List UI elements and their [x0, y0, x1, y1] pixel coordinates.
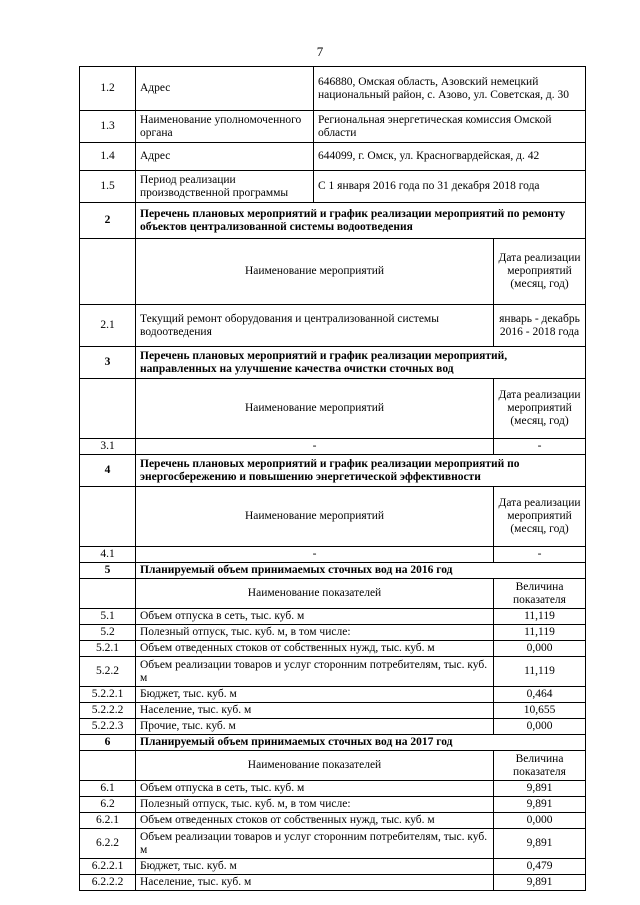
row-label: Период реализации производственной программы — [136, 171, 314, 203]
row-number: 5.2.2.1 — [80, 687, 136, 703]
row-name: - — [136, 547, 494, 563]
row-value: 11,119 — [494, 657, 586, 687]
row-value: С 1 января 2016 года по 31 декабря 2018 года — [314, 171, 586, 203]
row-name: Объем отведенных стоков от собственных нужд, тыс. куб. м — [136, 641, 494, 657]
column-header-name: Наименование мероприятий — [136, 239, 494, 305]
table-row — [80, 111, 586, 143]
row-number: 6.2 — [80, 797, 136, 813]
row-number: 1.5 — [80, 171, 136, 203]
table-row — [80, 859, 586, 875]
section-header — [80, 347, 586, 379]
blank-cell — [80, 239, 136, 305]
section-title: Перечень плановых мероприятий и график реализации мероприятий по энергосбережению и повышению энергетической эффективности — [136, 455, 586, 487]
row-value: 0,479 — [494, 859, 586, 875]
section-title: Перечень плановых мероприятий и график реализации мероприятий по ремонту объектов централизованной системы водоотведения — [136, 203, 586, 239]
column-header-date: Дата реализации мероприятий (месяц, год) — [494, 239, 586, 305]
table-row — [80, 657, 586, 687]
row-number: 5.2.2.3 — [80, 719, 136, 735]
table-row — [80, 547, 586, 563]
table-row — [80, 719, 586, 735]
row-name: Объем отпуска в сеть, тыс. куб. м — [136, 609, 494, 625]
row-name: Объем отведенных стоков от собственных нужд, тыс. куб. м — [136, 813, 494, 829]
row-name: Объем реализации товаров и услуг сторонним потребителям, тыс. куб. м — [136, 657, 494, 687]
table-row — [80, 641, 586, 657]
row-name: Текущий ремонт оборудования и централизованной системы водоотведения — [136, 305, 494, 347]
row-name: Полезный отпуск, тыс. куб. м, в том числе: — [136, 797, 494, 813]
column-header-value: Величина показателя — [494, 751, 586, 781]
table-row — [80, 143, 586, 171]
column-header-name: Наименование мероприятий — [136, 379, 494, 439]
row-number: 3.1 — [80, 439, 136, 455]
row-number: 1.2 — [80, 67, 136, 111]
row-value: 9,891 — [494, 829, 586, 859]
row-value: 0,000 — [494, 641, 586, 657]
table-row — [80, 439, 586, 455]
section-header — [80, 203, 586, 239]
row-label: Адрес — [136, 143, 314, 171]
table-row — [80, 305, 586, 347]
row-number: 5.1 — [80, 609, 136, 625]
row-value: 644099, г. Омск, ул. Красногвардейская, д. 42 — [314, 143, 586, 171]
row-name: - — [136, 439, 494, 455]
row-number: 1.3 — [80, 111, 136, 143]
row-number: 5.2.1 — [80, 641, 136, 657]
row-number: 5.2.2.2 — [80, 703, 136, 719]
table-row — [80, 703, 586, 719]
column-header-row — [80, 379, 586, 439]
row-number: 6.2.2.2 — [80, 875, 136, 891]
column-header-row — [80, 487, 586, 547]
row-number: 2.1 — [80, 305, 136, 347]
row-label: Наименование уполномоченного органа — [136, 111, 314, 143]
section-header — [80, 735, 586, 751]
program-table — [79, 66, 586, 891]
row-date: январь - декабрь 2016 - 2018 года — [494, 305, 586, 347]
blank-cell — [80, 487, 136, 547]
row-name: Бюджет, тыс. куб. м — [136, 859, 494, 875]
row-name: Объем отпуска в сеть, тыс. куб. м — [136, 781, 494, 797]
section-header — [80, 455, 586, 487]
row-name: Население, тыс. куб. м — [136, 703, 494, 719]
row-value: Региональная энергетическая комиссия Омской области — [314, 111, 586, 143]
column-header-row — [80, 751, 586, 781]
row-value: 11,119 — [494, 625, 586, 641]
row-value: 11,119 — [494, 609, 586, 625]
section-title: Планируемый объем принимаемых сточных вод на 2016 год — [136, 563, 586, 579]
blank-cell — [80, 751, 136, 781]
column-header-date: Дата реализации мероприятий (месяц, год) — [494, 379, 586, 439]
section-title: Планируемый объем принимаемых сточных вод на 2017 год — [136, 735, 586, 751]
row-name: Бюджет, тыс. куб. м — [136, 687, 494, 703]
row-name: Население, тыс. куб. м — [136, 875, 494, 891]
table-row — [80, 875, 586, 891]
table-row — [80, 625, 586, 641]
row-label: Адрес — [136, 67, 314, 111]
table-row — [80, 829, 586, 859]
table-row — [80, 171, 586, 203]
section-number: 2 — [80, 203, 136, 239]
row-number: 6.1 — [80, 781, 136, 797]
row-number: 6.2.2 — [80, 829, 136, 859]
row-value: 0,000 — [494, 719, 586, 735]
row-number: 5.2 — [80, 625, 136, 641]
column-header-name: Наименование показателей — [136, 751, 494, 781]
column-header-row — [80, 579, 586, 609]
section-number: 6 — [80, 735, 136, 751]
row-value: 9,891 — [494, 875, 586, 891]
row-date: - — [494, 547, 586, 563]
column-header-row — [80, 239, 586, 305]
table-row — [80, 609, 586, 625]
blank-cell — [80, 379, 136, 439]
row-number: 4.1 — [80, 547, 136, 563]
row-name: Объем реализации товаров и услуг сторонним потребителям, тыс. куб. м — [136, 829, 494, 859]
page-number: 7 — [316, 44, 324, 59]
row-value: 646880, Омская область, Азовский немецкий национальный район, с. Азово, ул. Советская, д. 30 — [314, 67, 586, 111]
row-number: 5.2.2 — [80, 657, 136, 687]
blank-cell — [80, 579, 136, 609]
column-header-name: Наименование показателей — [136, 579, 494, 609]
row-value: 0,464 — [494, 687, 586, 703]
row-value: 10,655 — [494, 703, 586, 719]
row-name: Полезный отпуск, тыс. куб. м, в том числе: — [136, 625, 494, 641]
row-date: - — [494, 439, 586, 455]
row-value: 9,891 — [494, 781, 586, 797]
table-row — [80, 797, 586, 813]
row-number: 6.2.2.1 — [80, 859, 136, 875]
column-header-date: Дата реализации мероприятий (месяц, год) — [494, 487, 586, 547]
table-row — [80, 813, 586, 829]
section-number: 3 — [80, 347, 136, 379]
table-row — [80, 687, 586, 703]
row-number: 6.2.1 — [80, 813, 136, 829]
section-number: 5 — [80, 563, 136, 579]
section-title: Перечень плановых мероприятий и график реализации мероприятий, направленных на улучшение качества очистки сточных вод — [136, 347, 586, 379]
row-name: Прочие, тыс. куб. м — [136, 719, 494, 735]
row-number: 1.4 — [80, 143, 136, 171]
section-number: 4 — [80, 455, 136, 487]
row-value: 0,000 — [494, 813, 586, 829]
table-row — [80, 781, 586, 797]
column-header-value: Величина показателя — [494, 579, 586, 609]
table-row — [80, 67, 586, 111]
section-header — [80, 563, 586, 579]
column-header-name: Наименование мероприятий — [136, 487, 494, 547]
row-value: 9,891 — [494, 797, 586, 813]
